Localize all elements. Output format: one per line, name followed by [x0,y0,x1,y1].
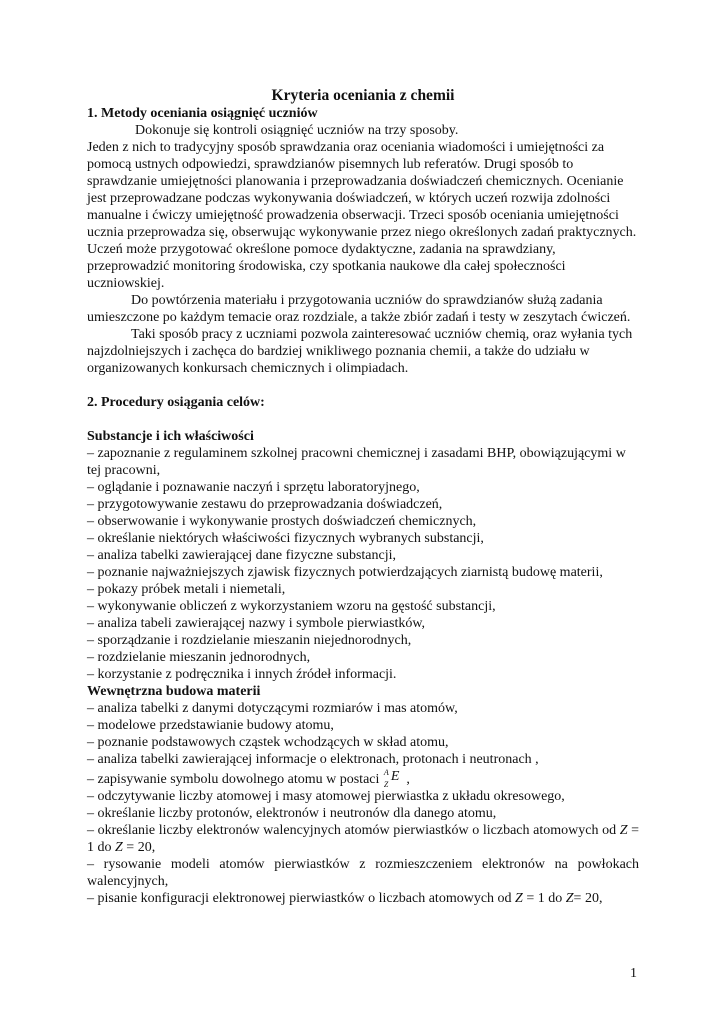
z-variable: Z [515,891,523,906]
atomic-number-label: Z [383,780,389,789]
config-suffix: = 20, [573,891,603,906]
z-variable: Z [565,891,574,906]
nuclide-symbol [383,768,403,789]
section1-paragraph-1: Jeden z nich to tradycyjny sposób sprawdzania oraz oceniania wiadomości i umiejętności za pomocą ustnych odpowiedzi, sprawdzianów pisemnych lub referatów. Drugi sposób to sprawdzanie umiejętności planowania i przeprowadzania doświadczeń chemicznych. Ocenianie jest przeprowadzane podczas wykonywania doświadczeń, w których uczeń rozwija zdolności manualne i ćwiczy umiejętność prowadzenia obserwacji. Trzeci sposób oceniania umiejętności ucznia przeprowadza się, obserwując wykonywanie przez niego określonych zadań praktycznych. Uczeń może przygotować określone pomoce dydaktyczne, zadania na sprawdziany, przeprowadzić monitoring środowiska, czy spotkania naukowe dla całej społeczności uczniowskiej. [87,140,637,291]
valence-mid: = 1 do [87,823,639,855]
mass-number-label: A [383,768,389,777]
list-item: – odczytywanie liczby atomowej i masy atomowej pierwiastka z układu okresowego, [87,789,565,804]
page-number: 1 [630,966,637,981]
list-item: – modelowe przedstawianie budowy atomu, [87,718,334,733]
list-item: – analiza tabelki z danymi dotyczącymi rozmiarów i mas atomów, [87,701,458,716]
list-item: – rozdzielanie mieszanin jednorodnych, [87,650,311,665]
spacer [87,411,639,428]
list-item: – wykonywanie obliczeń z wykorzystaniem wzoru na gęstość substancji, [87,599,496,614]
list-item: – poznanie podstawowych cząstek wchodzących w skład atomu, [87,735,449,750]
z-variable: Z [115,840,123,855]
spacer [87,377,639,394]
section1-heading: 1. Metody oceniania osiągnięć uczniów [87,106,318,121]
list-item: – analiza tabelki zawierającej dane fizyczne substancji, [87,548,396,563]
valence-text: – określanie liczby elektronów walencyjnych atomów pierwiastków o liczbach atomowych od [87,823,620,838]
list-item: – obserwowanie i wykonywanie prostych doświadczeń chemicznych, [87,514,477,529]
list-item: – korzystanie z podręcznika i innych źródeł informacji. [87,667,397,682]
list-item-symbol [87,768,639,788]
page-title: Kryteria oceniania z chemii [271,87,455,104]
list-item: – przygotowywanie zestawu do przeprowadzania doświadczeń, [87,497,443,512]
section1-paragraph-2: Do powtórzenia materiału i przygotowania uczniów do sprawdzianów służą zadania umieszczone po każdym temacie oraz rozdziale, a także zbiór zadań i testy w zeszytach ćwiczeń. [87,293,631,325]
list-item: – sporządzanie i rozdzielanie mieszanin niejednorodnych, [87,633,412,648]
section1-intro: Dokonuje się kontroli osiągnięć uczniów na trzy sposoby. [135,123,459,138]
symbol-line-suffix: , [402,772,410,787]
config-mid: = 1 do [522,891,566,906]
symbol-line-text: – zapisywanie symbolu dowolnego atomu w postaci [87,772,383,787]
valence-suffix: = 20, [122,840,156,855]
list-item: – analiza tabelki zawierającej informacje o elektronach, protonach i neutronach , [87,752,539,767]
list-item-config [87,890,639,907]
list-item: – oglądanie i poznawanie naczyń i sprzętu laboratoryjnego, [87,480,420,495]
list-item: – analiza tabeli zawierającej nazwy i symbole pierwiastków, [87,616,426,631]
list-item: – zapoznanie z regulaminem szkolnej pracowni chemicznej i zasadami BHP, obowiązującymi w tej pracowni, [87,446,626,478]
list-item-valence [87,822,639,856]
list-item: – określanie liczby protonów, elektronów i neutronów dla danego atomu, [87,806,497,821]
section1-paragraph-3: Taki sposób pracy z uczniami pozwola zainteresować uczniów chemią, oraz wyłania tych najzdolniejszych i zachęca do bardziej wnikliwego poznania chemii, a także do udziału w organizowanych konkursach chemicznych i olimpiadach. [87,327,633,376]
list-item: – pokazy próbek metali i niemetali, [87,582,286,597]
document-body [87,86,639,907]
list-item: – poznanie najważniejszych zjawisk fizycznych potwierdzających ziarnistą budowę materii, [87,565,603,580]
list-item: – określanie niektórych właściwości fizycznych wybranych substancji, [87,531,484,546]
element-symbol-label: E [390,769,400,784]
subsection-structure-heading: Wewnętrzna budowa materii [87,684,261,699]
list-item: – rysowanie modeli atomów pierwiastków z rozmieszczeniem elektronów na powłokach walencyjnych, [87,857,639,889]
config-text: – pisanie konfiguracji elektronowej pierwiastków o liczbach atomowych od [87,891,516,906]
subsection-substances-heading: Substancje i ich właściwości [87,429,254,444]
z-variable: Z [619,823,628,838]
section2-heading: 2. Procedury osiągania celów: [87,395,265,410]
